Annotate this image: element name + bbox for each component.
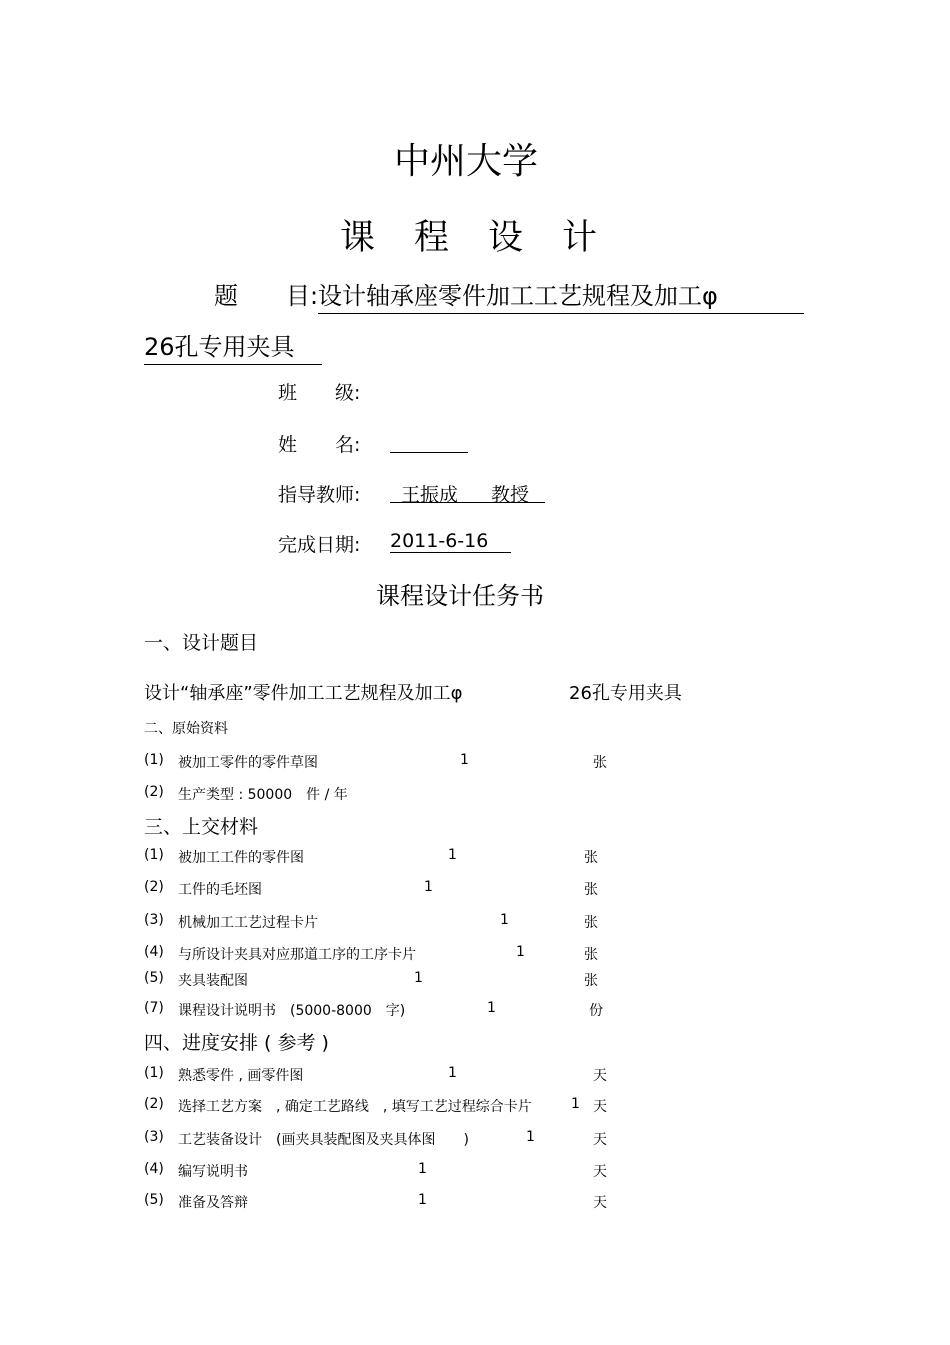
- document-type: 课 程 设 计: [340, 218, 600, 258]
- s4-item2-unit: 天: [593, 1099, 607, 1115]
- advisor-label: 指导教师:: [278, 484, 361, 506]
- s2-item2-text: 生产类型 : 50000 件 / 年: [178, 787, 348, 803]
- s4-item3-unit: 天: [593, 1132, 607, 1148]
- section4-heading: 四、进度安排 ( 参考 ): [144, 1032, 329, 1054]
- s3-item4-num: (4): [144, 944, 164, 960]
- section1-text-b: 26孔专用夹具: [569, 683, 682, 704]
- s2-item2-num: (2): [144, 784, 164, 800]
- s4-item3-num: (3): [144, 1129, 164, 1145]
- s3-item3-qty: 1: [500, 912, 509, 928]
- section1-heading: 一、设计题目: [144, 632, 259, 654]
- class-label: 班 级:: [278, 382, 361, 404]
- s3-item1-qty: 1: [448, 847, 457, 863]
- s3-item6-qty: 1: [487, 1000, 496, 1016]
- section3-heading: 三、上交材料: [144, 816, 259, 838]
- s4-item5-qty: 1: [418, 1192, 427, 1208]
- advisor-name: 王振成: [401, 484, 459, 506]
- date-label: 完成日期:: [278, 534, 361, 556]
- s4-item3-text: 工艺装备设计 (画夹具装配图及夹具体图 ): [178, 1132, 469, 1148]
- section1-text-a: 设计“轴承座”零件加工工艺规程及加工φ: [144, 683, 463, 704]
- s4-item4-unit: 天: [593, 1164, 607, 1180]
- name-blank-line: [390, 452, 468, 453]
- university-name: 中州大学: [394, 141, 539, 182]
- s3-item4-text: 与所设计夹具对应那道工序的工序卡片: [178, 947, 416, 963]
- section2-heading: 二、原始资料: [144, 721, 228, 737]
- s3-item6-unit: 份: [589, 1003, 603, 1019]
- s3-item2-text: 工件的毛坯图: [178, 882, 262, 898]
- s3-item1-num: (1): [144, 847, 164, 863]
- s4-item5-num: (5): [144, 1192, 164, 1208]
- s3-item2-num: (2): [144, 879, 164, 895]
- s3-item5-qty: 1: [414, 970, 423, 986]
- s3-item6-text: 课程设计说明书 (5000-8000 字): [178, 1003, 406, 1019]
- s4-item4-qty: 1: [418, 1161, 427, 1177]
- s3-item3-unit: 张: [584, 915, 598, 931]
- s3-item4-qty: 1: [516, 944, 525, 960]
- s4-item2-num: (2): [144, 1096, 164, 1112]
- s4-item1-qty: 1: [448, 1065, 457, 1081]
- s4-item3-qty: 1: [526, 1129, 535, 1145]
- s4-item2-text: 选择工艺方案 , 确定工艺路线 , 填写工艺过程综合卡片: [178, 1099, 532, 1115]
- topic-line1: 设计轴承座零件加工工艺规程及加工φ: [318, 276, 804, 314]
- s3-item6-num: (7): [144, 1000, 164, 1016]
- topic-label: 题 目:: [214, 282, 319, 310]
- s3-item5-num: (5): [144, 970, 164, 986]
- s4-item4-num: (4): [144, 1161, 164, 1177]
- s3-item3-text: 机械加工工艺过程卡片: [178, 915, 318, 931]
- s4-item1-num: (1): [144, 1065, 164, 1081]
- advisor-title: 教授: [491, 484, 530, 506]
- date-value: 2011-6-16: [390, 530, 511, 553]
- s4-item4-text: 编写说明书: [178, 1164, 248, 1180]
- s4-item1-text: 熟悉零件 , 画零件图: [178, 1068, 304, 1084]
- topic-line2: 26孔专用夹具: [144, 327, 322, 365]
- task-book-title: 课程设计任务书: [376, 582, 544, 610]
- s2-item1-unit: 张: [593, 755, 607, 771]
- s3-item2-qty: 1: [424, 879, 433, 895]
- s2-item1-num: (1): [144, 752, 164, 768]
- s2-item1-qty: 1: [460, 752, 469, 768]
- s3-item1-text: 被加工工件的零件图: [178, 850, 304, 866]
- s4-item5-text: 准备及答辩: [178, 1195, 248, 1211]
- s3-item1-unit: 张: [584, 850, 598, 866]
- s3-item3-num: (3): [144, 912, 164, 928]
- s3-item5-text: 夹具装配图: [178, 973, 248, 989]
- s4-item2-qty: 1: [571, 1096, 580, 1112]
- s3-item2-unit: 张: [584, 882, 598, 898]
- s3-item5-unit: 张: [584, 973, 598, 989]
- s3-item4-unit: 张: [584, 947, 598, 963]
- s4-item5-unit: 天: [593, 1195, 607, 1211]
- s4-item1-unit: 天: [593, 1068, 607, 1084]
- s2-item1-text: 被加工零件的零件草图: [178, 755, 318, 771]
- name-label: 姓 名:: [278, 434, 361, 456]
